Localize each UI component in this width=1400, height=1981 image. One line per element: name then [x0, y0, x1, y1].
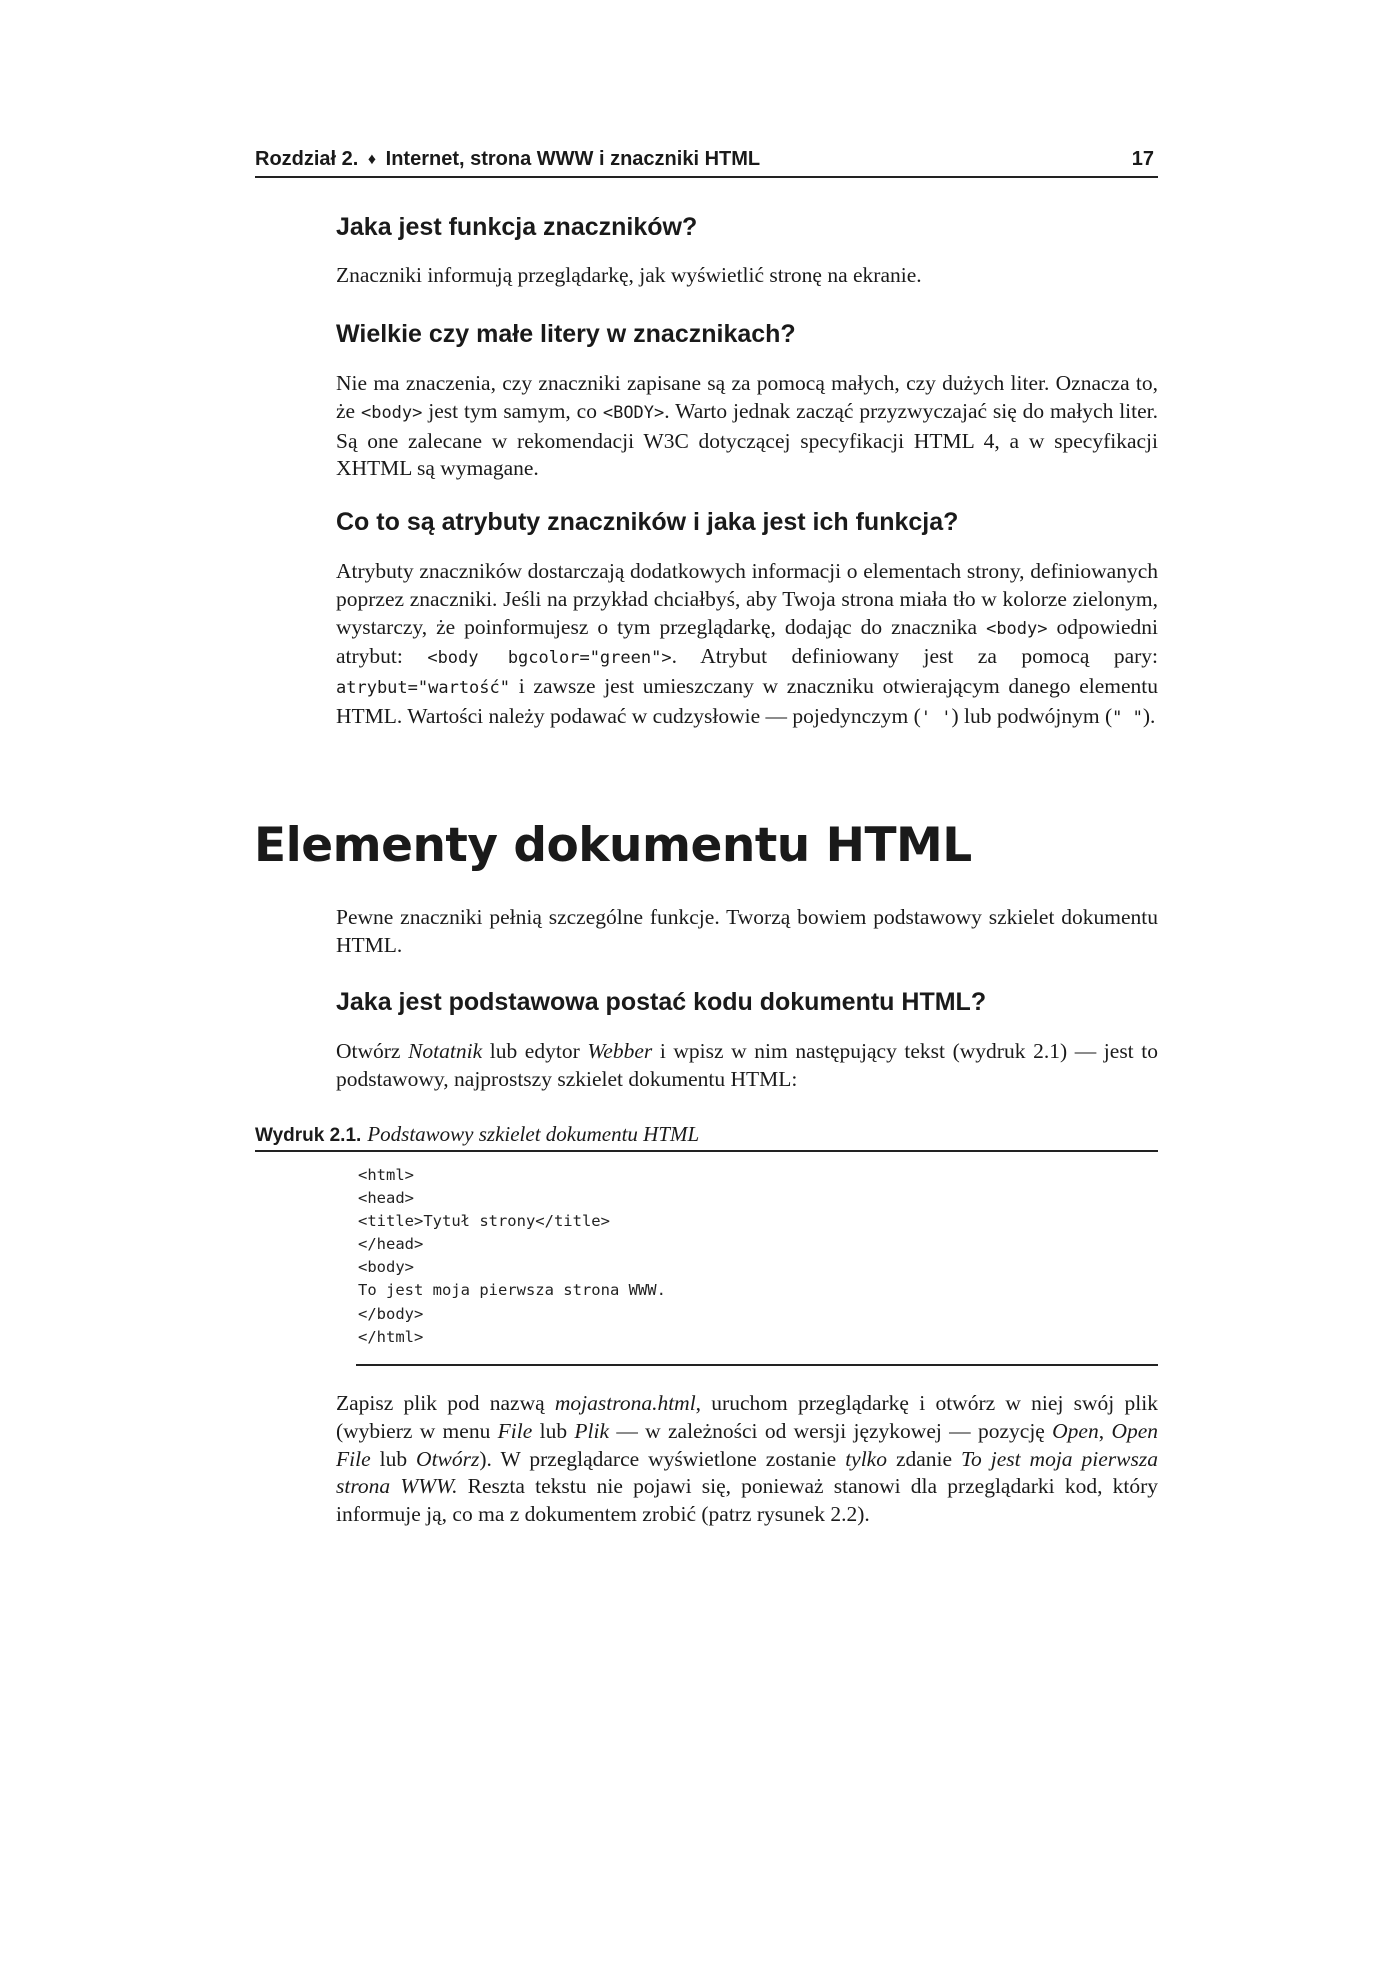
section-body — [336, 904, 1158, 960]
inline-code: <body bgcolor="green"> — [427, 648, 672, 669]
code-line: <body> — [358, 1258, 414, 1277]
chapter-label: Rozdział 2. — [255, 148, 359, 170]
section-body — [336, 370, 1158, 483]
inline-code: ' ' — [920, 707, 952, 728]
paragraph: Znaczniki informują przeglądarkę, jak wyświetlić stronę na ekranie. — [336, 263, 922, 287]
listing-end-rule — [356, 1364, 1158, 1366]
code-line: <head> — [358, 1189, 414, 1208]
code-line: <title>Tytuł strony</title> — [358, 1212, 610, 1231]
listing-label: Wydruk 2.1. — [255, 1125, 362, 1146]
running-header-title — [255, 148, 760, 171]
section-basic-structure — [336, 988, 1158, 1017]
section-attributes — [336, 508, 1158, 537]
inline-code: <body> — [986, 618, 1048, 639]
code-line: <html> — [358, 1166, 414, 1184]
paragraph: Atrybuty znaczników dostarczają dodatkowych informacji o elementach strony, definiowanych poprzez znaczniki. Jeśli na przykład chciałbyś, aby Twoja strona miała tło w kolorze zielonym, wystarczy, że poinformujesz o tym przeglądarkę, dodając do znacznika <body> odpowiedni atrybut: <body bgcolor="green">. Atrybut definiowany jest za pomocą pary: atrybut="wartość" i zawsze jest umieszczany w znaczniku otwierającym danego elementu HTML. Wartości należy podawać w cudzysłowie — pojedynczym (' ') lub podwójnym (" "). — [336, 559, 1159, 728]
paragraph: Pewne znaczniki pełnią szczególne funkcje. Tworzą bowiem podstawowy szkielet dokumentu HTML. — [336, 905, 1158, 957]
listing-caption — [255, 1122, 1158, 1152]
paragraph: Zapisz plik pod nazwą mojastrona.html, uruchom przeglądarkę i otwórz w niej swój plik (wybierz w menu File lub Plik — w zależności od wersji językowej — pozycję Open, Open File lub Otwórz). W przeglądarce wyświetlone zostanie tylko zdanie To jest moja pierwsza strona WWW. Reszta tekstu nie pojawi się, ponieważ stanowi dla przeglądarki kod, który informuje ją, co ma z dokumentem zrobić (patrz rysunek 2.2). — [336, 1391, 1159, 1527]
section-body — [336, 1390, 1158, 1529]
code-line: </head> — [358, 1235, 424, 1254]
listing-title: Podstawowy szkielet dokumentu HTML — [367, 1122, 700, 1146]
inline-code: <body> — [360, 402, 423, 423]
paragraph: Nie ma znaczenia, czy znaczniki zapisane są za pomocą małych, czy dużych liter. Oznacza to, że <body> jest tym samym, co <BODY>. Warto jednak zacząć przyzwyczajać się do małych liter. Są one zalecane w rekomendacji W3C dotyczącej specyfikacji HTML 4, a w specyfikacji XHTML są wymagane. — [336, 371, 1158, 481]
section-heading: Wielkie czy małe litery w znacznikach? — [336, 320, 796, 348]
running-header — [255, 146, 1158, 178]
section-heading: Jaka jest podstawowa postać kodu dokumentu HTML? — [336, 988, 987, 1016]
section-letter-case — [336, 320, 1158, 349]
code-line: To jest moja pierwsza strona WWW. — [358, 1281, 666, 1300]
inline-code: atrybut="wartość" — [336, 678, 510, 699]
section-heading: Jaka jest funkcja znaczników? — [336, 213, 698, 241]
code-line: </body> — [358, 1304, 424, 1323]
chapter-section-heading: Elementy dokumentu HTML — [254, 818, 972, 873]
section-body — [336, 262, 1158, 290]
page-number: 17 — [1131, 148, 1154, 170]
section-body — [336, 1038, 1158, 1094]
diamond-icon: ♦ — [367, 151, 377, 168]
inline-code: " " — [1112, 707, 1143, 728]
section-body — [336, 558, 1158, 733]
code-listing — [358, 1164, 666, 1349]
code-line: </html> — [358, 1327, 424, 1346]
section-heading: Co to są atrybuty znaczników i jaka jest ich funkcja? — [336, 508, 959, 536]
section-tag-function — [336, 213, 1158, 242]
inline-code: <BODY> — [602, 402, 665, 423]
paragraph: Otwórz Notatnik lub edytor Webber i wpisz w nim następujący tekst (wydruk 2.1) — jest to podstawowy, najprostszy szkielet dokumentu HTML: — [336, 1039, 1158, 1091]
chapter-title: Internet, strona WWW i znaczniki HTML — [385, 148, 761, 170]
